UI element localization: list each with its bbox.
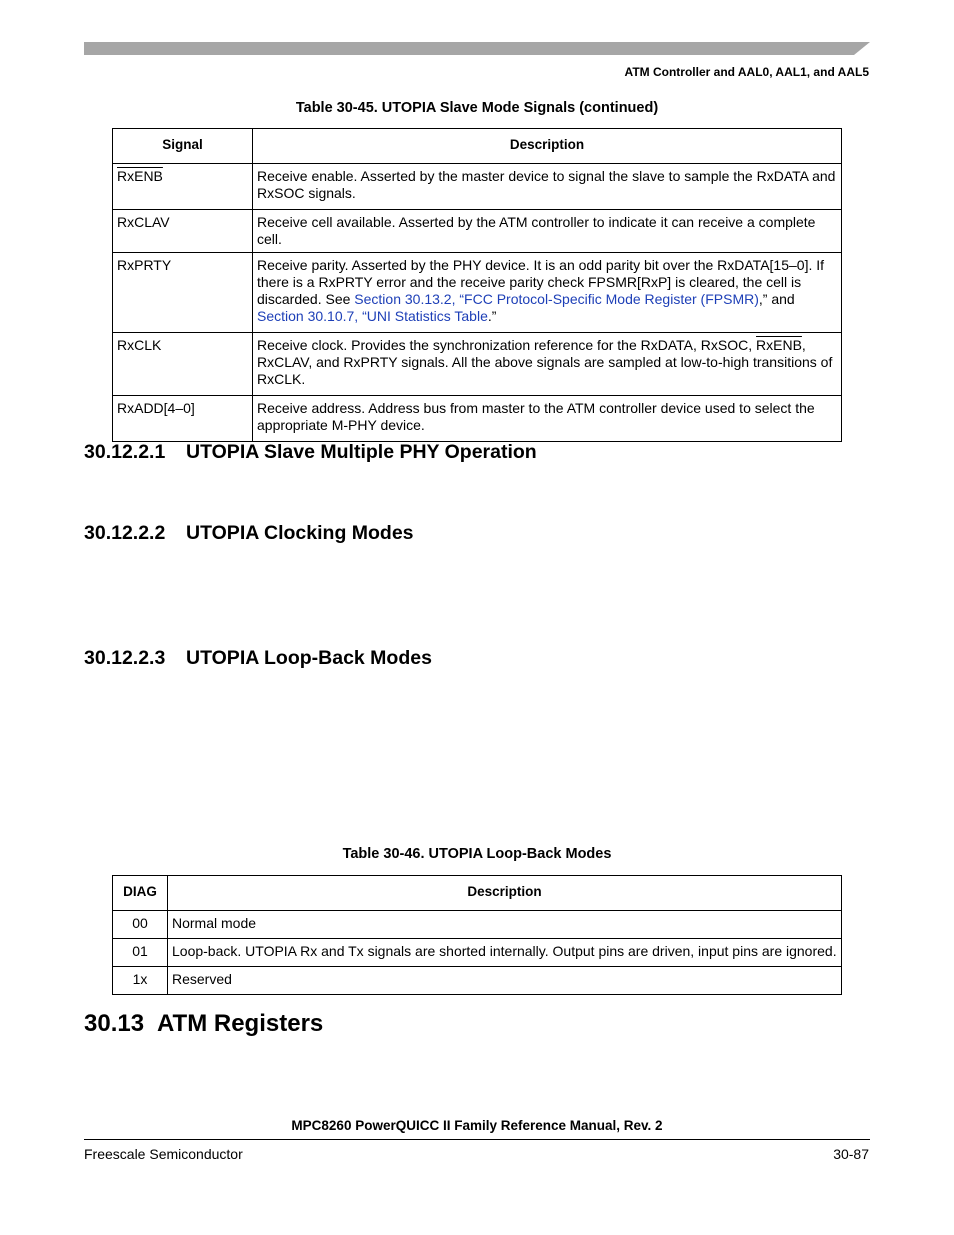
signal-description: Receive clock. Provides the synchronization reference for the RxDATA, RxSOC, RxENB, RxCLAV, and RxPRTY signals. All the above signals are sampled at low-to-high transitions of RxCLK. [253,333,842,396]
link-uni-statistics[interactable]: Section 30.10.7, “UNI Statistics Table [257,308,488,324]
signal-name: RxCLAV [113,210,253,253]
table-row [113,967,842,995]
table-row [113,164,842,210]
section-heading-atm-registers: 30.13 ATM Registers [84,1010,324,1037]
diag-value: 01 [113,939,168,967]
signals-table [112,128,842,442]
col-header-description: Description [168,876,842,911]
signal-name: RxCLK [113,333,253,396]
footer-manual-title: MPC8260 PowerQUICC II Family Reference Manual, Rev. 2 [291,1118,663,1133]
table-row [113,333,842,396]
col-header-description: Description [253,129,842,164]
col-header-signal: Signal [113,129,253,164]
footer-page-number: 30-87 [833,1146,869,1162]
section-heading-loopback-modes: 30.12.2.3 UTOPIA Loop-Back Modes [84,647,432,669]
footer-divider [84,1139,870,1140]
header-bar [84,42,870,55]
table-row [113,210,842,253]
diag-value: 00 [113,911,168,939]
signal-description: Receive enable. Asserted by the master device to signal the slave to sample the RxDATA and RxSOC signals. [253,164,842,210]
table-caption: Table 30-45. UTOPIA Slave Mode Signals (continued) [295,100,659,116]
section-heading-clocking-modes: 30.12.2.2 UTOPIA Clocking Modes [84,522,414,544]
table-row [113,396,842,442]
table-header-row [113,876,842,911]
signal-name: RxADD[4–0] [113,396,253,442]
footer-company: Freescale Semiconductor [84,1146,243,1162]
table-row [113,911,842,939]
signal-description: Receive cell available. Asserted by the ATM controller to indicate it can receive a complete cell. [253,210,842,253]
section-heading-multiple-phy: 30.12.2.1 UTOPIA Slave Multiple PHY Operation [84,441,537,463]
table-header-row [113,129,842,164]
signal-name: RxENB [117,168,163,184]
diag-value: 1x [113,967,168,995]
signal-description: Receive address. Address bus from master to the ATM controller device used to select the appropriate M-PHY device. [253,396,842,442]
signal-name: RxPRTY [113,253,253,333]
signal-description: Receive parity. Asserted by the PHY device. It is an odd parity bit over the RxDATA[15–0]. If there is a RxPRTY error and the receive parity check FPSMR[RxP] is cleared, the cell is discarded. See Section 30.13.2, “FCC Protocol-Specific Mode Register (FPSMR),” and Section 30.10.7, “UNI Statistics Table.” [253,253,842,333]
running-header: ATM Controller and AAL0, AAL1, and AAL5 [624,65,869,79]
loopback-table [112,875,842,995]
table-row [113,939,842,967]
link-fpsmr[interactable]: Section 30.13.2, “FCC Protocol-Specific Mode Register (FPSMR) [354,291,759,307]
diag-description: Loop-back. UTOPIA Rx and Tx signals are shorted internally. Output pins are driven, input pins are ignored. [168,939,842,967]
col-header-diag: DIAG [113,876,168,911]
table-row [113,253,842,333]
diag-description: Reserved [168,967,842,995]
table-caption: Table 30-46. UTOPIA Loop-Back Modes [342,846,612,862]
diag-description: Normal mode [168,911,842,939]
